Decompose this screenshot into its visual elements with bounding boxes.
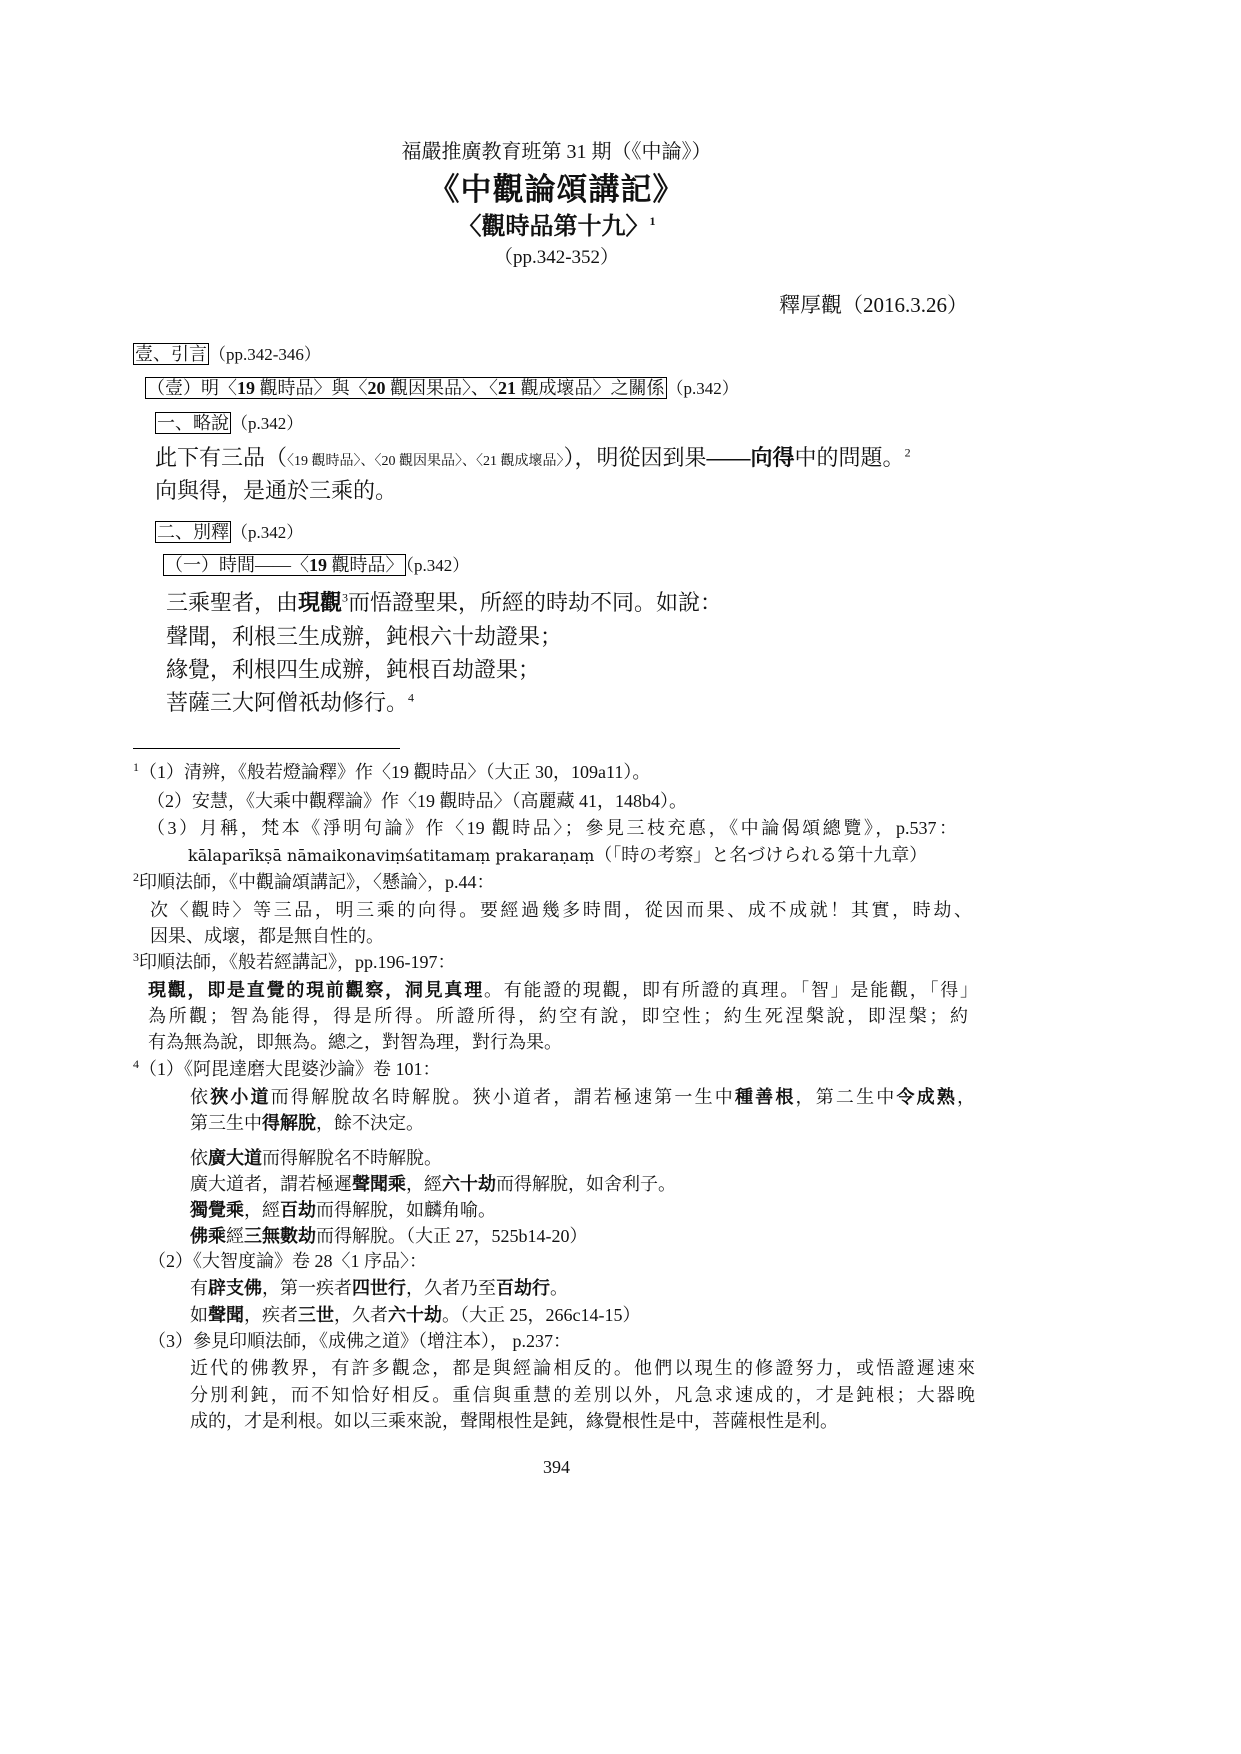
bold-text: 六十劫: [388, 1305, 442, 1325]
body-line: [155, 445, 911, 470]
footnote-4-quote-line: [190, 1148, 442, 1169]
text-run: ，經: [244, 1200, 280, 1220]
text-run: 三乘聖者，由: [166, 590, 299, 615]
bold-text: 現觀，即是直覺的現前觀察，洞見真理: [148, 980, 484, 1000]
section-heading-time: [163, 555, 469, 576]
text-run: 有: [190, 1278, 208, 1298]
body-line: [166, 590, 722, 615]
footnote-4-source: （3）參見印順法師，《成佛之道》（增注本）， p.237：: [148, 1331, 571, 1351]
chapter-name: 〈觀時品第十九〉: [457, 214, 650, 240]
footnote-text: （1）《阿毘達磨大毘婆沙論》卷 101：: [139, 1059, 441, 1079]
footnote-3-quote-line: 為所觀；智為能得，得是所得。所證所得，約空有說，即空性；約生死涅槃說，即涅槃；約: [148, 1006, 968, 1026]
text-run: 依: [190, 1148, 208, 1168]
text-run: （一）時間——〈: [165, 555, 309, 575]
text-run: 依: [190, 1087, 211, 1107]
footnote-1-line: （3）月稱，梵本《淨明句論》作〈19 觀時品〉；參見三枝充悳，《中論偈頌總覽》，p.537：: [147, 818, 957, 838]
section-heading-summary: [155, 413, 303, 434]
bold-text: 佛乘: [190, 1226, 226, 1246]
footnote-4-quote-line: 成的，才是利根。如以三乘來說，聲聞根性是鈍，緣覺根性是中，菩薩根性是利。: [190, 1411, 838, 1431]
text-run: （壹）明〈: [147, 378, 237, 398]
bold-text: 百劫: [280, 1200, 316, 1220]
chapter-title: [133, 214, 980, 242]
footnote-4-quote-line: [190, 1200, 496, 1221]
text-run: 而悟證聖果，所經的時劫不同。如說：: [348, 590, 723, 615]
footnote-2-quote-line: 因果、成壞，都是無自性的。: [150, 926, 384, 946]
text-run: 而得解脫，如舍利子。: [496, 1174, 676, 1194]
text-run: 經: [226, 1226, 244, 1246]
footnote-1-line: （2）安慧，《大乘中觀釋論》作〈19 觀時品〉（高麗藏 41，148b4）。: [147, 791, 687, 811]
bold-text: 百劫行: [496, 1278, 550, 1298]
small-text: 〈19 觀時品〉、〈20 觀因果品〉、〈21 觀成壞品〉: [287, 454, 564, 469]
bold-text: 辟支佛: [208, 1278, 262, 1298]
bold-text: 得解脫: [262, 1113, 316, 1133]
footnote-1-line: [188, 845, 927, 866]
footnote-4-quote-line: [190, 1113, 424, 1134]
footnote-4-quote-line: [190, 1278, 568, 1299]
section-label: 二、別釋: [157, 522, 229, 542]
section-heading-intro: [133, 344, 321, 365]
text-run: 而得解脫故名時解脫。狹小道者，謂若極速第一生中: [270, 1087, 735, 1107]
bold-text: ——向得: [706, 445, 795, 470]
section-label: 壹、引言: [135, 344, 207, 364]
text-run: 。: [550, 1278, 568, 1298]
footnote-2-quote-line: 次〈觀時〉等三品，明三乘的向得。要經過幾多時間，從因而果、成不成就！其實，時劫、: [150, 900, 972, 920]
footnote-4-source: [133, 1059, 441, 1080]
footnote-marker: 2: [133, 870, 139, 884]
text-run: ，疾者: [244, 1305, 298, 1325]
text-run: ，經: [406, 1174, 442, 1194]
bold-text: 20: [367, 378, 386, 398]
section-heading-relation: [145, 378, 739, 399]
citation-text: （大正 25，266c14-15）: [460, 1305, 641, 1325]
section-heading-explanation: [155, 522, 303, 543]
page-number: 394: [543, 1457, 570, 1477]
bold-text: 廣大道: [208, 1148, 262, 1168]
text-run: （「時の考察」と名づけられる第十九章）: [594, 845, 928, 865]
page-ref: （pp.342-346）: [209, 345, 321, 364]
page-ref: （p.342）: [666, 379, 739, 398]
text-run: 菩薩三大阿僧祇劫修行。: [166, 690, 409, 715]
bold-text: 三無數劫: [244, 1226, 316, 1246]
page-ref: （p.342）: [405, 556, 470, 575]
sanskrit-text: kālaparīkṣā nāmaikonaviṃśatitamaṃ prakaraṇaṃ: [188, 846, 595, 865]
footnote-4-quote-line: 近代的佛教界，有許多觀念，都是與經論相反的。他們以現生的修證努力，或悟證遲速來: [190, 1358, 975, 1378]
text-run: ，第二生中: [795, 1087, 897, 1107]
footnote-2-source: [133, 872, 495, 893]
footnote-4-quote-line: 分別利鈍，而不知恰好相反。重信與重慧的差別以外，凡急求速成的，才是鈍根；大器晚: [190, 1385, 975, 1405]
text-run: 。有能證的現觀，即有所證的真理。「智」是能觀，「得」: [483, 980, 978, 1000]
text-run: 中的問題。: [794, 445, 905, 470]
footnote-marker: 4: [133, 1057, 139, 1071]
body-line: [166, 690, 414, 715]
text-run: 觀成壞品〉之關係: [516, 378, 665, 398]
bold-text: 四世行: [352, 1278, 406, 1298]
footnote-3-source: [133, 952, 456, 973]
footnote-4-quote-line: [190, 1174, 676, 1195]
footnote-4-quote-line: [190, 1305, 640, 1326]
bold-text: 19: [309, 555, 327, 575]
text-run: ），明從因到果: [563, 445, 707, 470]
footnote-3-quote-line: 有為無為說，即無為。總之，對智為理，對行為果。: [148, 1032, 562, 1052]
footnote-4-quote-line: [190, 1226, 588, 1247]
text-run: 觀時品〉: [327, 555, 404, 575]
footnote-separator: [133, 748, 400, 749]
text-run: 此下有三品（: [155, 445, 288, 470]
citation-text: （大正 27，525b14-20）: [406, 1226, 588, 1246]
text-run: 如: [190, 1305, 208, 1325]
section-label: [163, 554, 406, 576]
page-range: （pp.342-352）: [493, 247, 620, 268]
footnote-marker: 3: [133, 950, 139, 964]
bold-text: 種善根: [734, 1087, 796, 1107]
footnote-ref: 1: [649, 214, 656, 228]
page-ref: （p.342）: [231, 414, 304, 433]
footnote-text: 印順法師，《般若經講記》，pp.196-197：: [139, 952, 456, 972]
bold-text: 獨覺乘: [190, 1200, 244, 1220]
bold-text: 19: [237, 378, 255, 398]
text-run: 第三生中: [190, 1113, 262, 1133]
footnote-4-source: （2）《大智度論》卷 28〈1 序品〉：: [148, 1251, 427, 1271]
bold-text: 令成熟: [896, 1087, 958, 1107]
course-line: 福嚴推廣教育班第 31 期（《中論》）: [401, 141, 712, 163]
author-date: 釋厚觀（2016.3.26）: [779, 293, 968, 317]
bold-text: 六十劫: [442, 1174, 496, 1194]
body-line: 緣覺，利根四生成辦，鈍根百劫證果；: [166, 657, 541, 682]
footnote-ref: 3: [342, 590, 349, 605]
page-ref: （p.342）: [231, 523, 304, 542]
text-run: ，第一疾者: [262, 1278, 352, 1298]
body-line: 向與得，是通於三乘的。: [155, 478, 398, 503]
text-run: ，餘不決定。: [316, 1113, 424, 1133]
body-line: 聲聞，利根三生成辦，鈍根六十劫證果；: [166, 624, 563, 649]
bold-text: 三世: [298, 1305, 334, 1325]
text-run: ，: [957, 1087, 976, 1107]
footnote-3-quote-line: [148, 980, 978, 1001]
text-run: 。: [442, 1305, 460, 1325]
footnote-ref: 2: [904, 445, 911, 460]
bold-text: 聲聞乘: [352, 1174, 406, 1194]
document-title: 《中觀論頌講記》: [428, 172, 685, 207]
text-run: ，久者乃至: [406, 1278, 496, 1298]
text-run: 而得解脫名不時解脫。: [262, 1148, 442, 1168]
text-run: 觀因果品〉、〈: [385, 378, 498, 398]
bold-text: 21: [498, 378, 516, 398]
footnote-1-line: [133, 762, 650, 783]
footnote-ref: 4: [408, 690, 415, 705]
text-run: 而得解脫，如麟角喻。: [316, 1200, 496, 1220]
bold-text: 狹小道: [210, 1087, 271, 1107]
text-run: 廣大道者，謂若極遲: [190, 1174, 352, 1194]
text-run: ，久者: [334, 1305, 388, 1325]
footnote-marker: 1: [133, 760, 139, 774]
footnote-text: （1）清辨，《般若燈論釋》作〈19 觀時品〉（大正 30，109a11）。: [139, 762, 651, 782]
footnote-4-quote-line: [190, 1087, 975, 1108]
section-label: 一、略說: [157, 413, 229, 433]
text-run: 而得解脫。: [316, 1226, 406, 1246]
bold-text: 現觀: [298, 590, 343, 615]
section-label: [145, 377, 667, 399]
footnote-text: 印順法師，《中觀論頌講記》，〈懸論〉，p.44：: [139, 872, 495, 892]
bold-text: 聲聞: [208, 1305, 244, 1325]
text-run: 觀時品〉與〈: [255, 378, 368, 398]
